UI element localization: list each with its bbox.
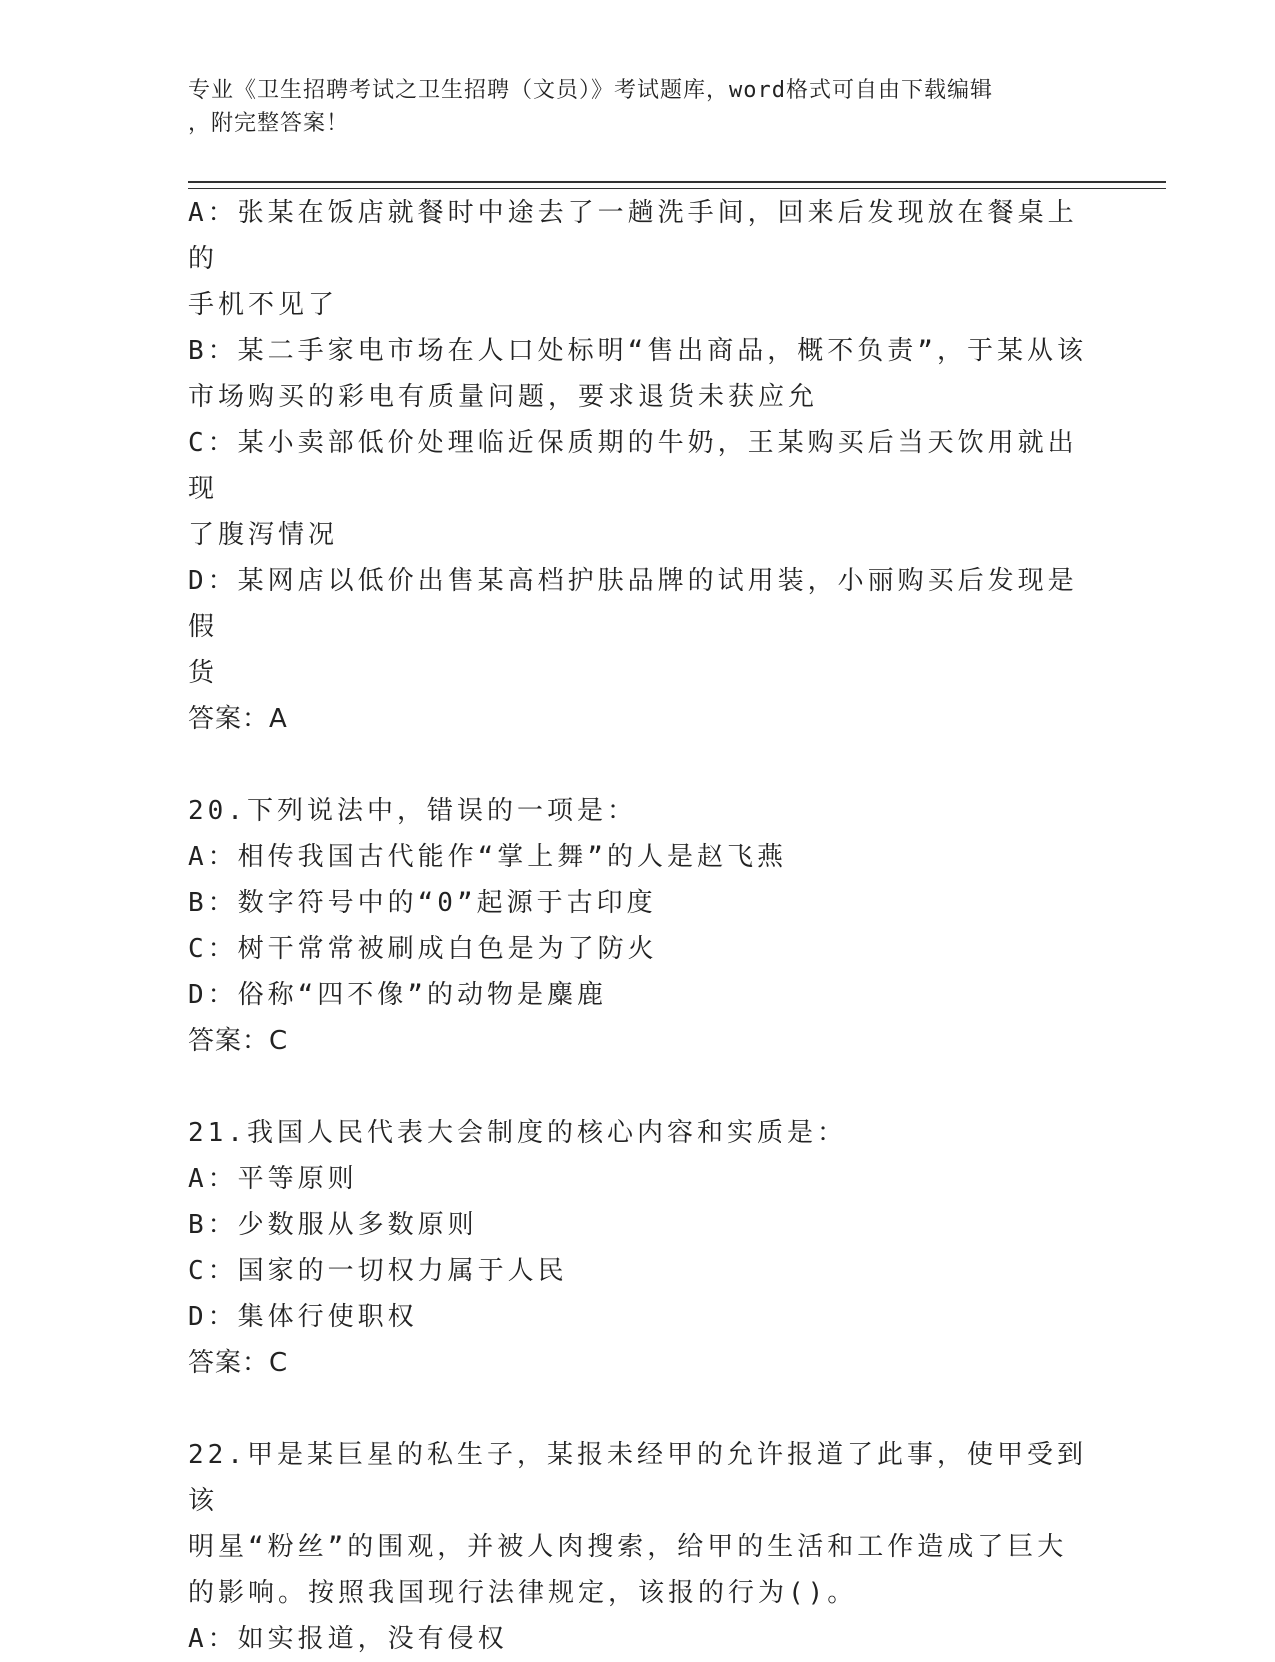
header-divider [188,181,1166,189]
question-21-option-d: D：集体行使职权 [188,1302,418,1332]
question-21-option-c: C：国家的一切权力属于人民 [188,1256,568,1286]
answer-20: 答案：C [188,1026,289,1056]
document-header [188,74,1088,140]
option-b-line-2: 市场购买的彩电有质量问题，要求退货未获应允 [188,382,819,412]
option-a-line-2: 手机不见了 [188,290,339,320]
question-21-option-b: B：少数服从多数原则 [188,1210,478,1240]
spacer [188,1386,1088,1432]
question-22-text-line-3: 的影响。按照我国现行法律规定，该报的行为()。 [188,1578,858,1608]
question-21-text: 21.我国人民代表大会制度的核心内容和实质是： [188,1118,847,1148]
answer-19: 答案：A [188,704,288,734]
header-title-line-1: 专业《卫生招聘考试之卫生招聘（文员）》考试题库，word格式可自由下载编辑 [188,78,993,103]
question-20-text: 20.下列说法中，错误的一项是： [188,796,637,826]
answer-21: 答案：C [188,1348,289,1378]
question-21-option-a: A：平等原则 [188,1164,358,1194]
question-20-option-c: C：树干常常被刷成白色是为了防火 [188,934,658,964]
option-b-line-1: B：某二手家电市场在人口处标明“售出商品，概不负责”，于某从该 [188,336,1087,366]
option-d-line-1: D：某网店以低价出售某高档护肤品牌的试用装，小丽购买后发现是假 [188,566,1078,642]
question-19-options [188,190,1088,742]
question-22-text-line-1: 22.甲是某巨星的私生子，某报未经甲的允许报道了此事，使甲受到该 [188,1440,1087,1516]
question-22-text-line-2: 明星“粉丝”的围观，并被人肉搜索，给甲的生活和工作造成了巨大 [188,1532,1068,1562]
question-20 [188,788,1088,1064]
question-21 [188,1110,1088,1386]
header-title-line-2: ，附完整答案！ [188,111,350,136]
question-content [188,190,1088,1662]
option-c-line-2: 了腹泻情况 [188,520,339,550]
question-20-option-d: D：俗称“四不像”的动物是麋鹿 [188,980,607,1010]
question-22-option-a: A：如实报道，没有侵权 [188,1624,508,1654]
question-22 [188,1432,1088,1662]
option-d-line-2: 货 [188,658,219,688]
spacer [188,1064,1088,1110]
option-c-line-1: C：某小卖部低价处理临近保质期的牛奶，王某购买后当天饮用就出现 [188,428,1078,504]
option-a-line-1: A：张某在饭店就餐时中途去了一趟洗手间，回来后发现放在餐桌上的 [188,198,1078,274]
question-20-option-b: B：数字符号中的“0”起源于古印度 [188,888,657,918]
spacer [188,742,1088,788]
question-20-option-a: A：相传我国古代能作“掌上舞”的人是赵飞燕 [188,842,787,872]
